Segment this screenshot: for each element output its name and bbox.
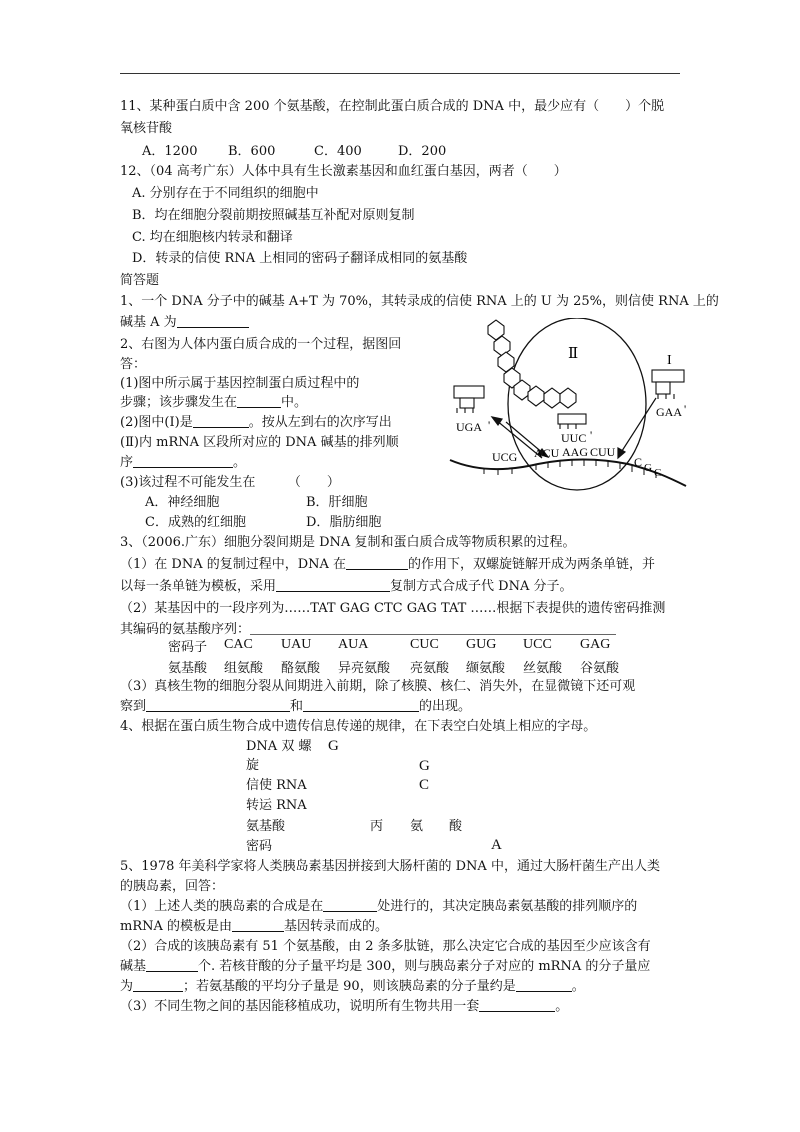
- s5-p3: [120, 998, 568, 1016]
- s5-p2-line2: [120, 958, 650, 976]
- s2-option-d: D．脂肪细胞: [306, 515, 382, 530]
- gaa-prime: ': [684, 402, 687, 416]
- s4-trna-label: 转运 RNA: [246, 798, 307, 813]
- uga-prime: ': [488, 418, 491, 432]
- s3-p1-tail: 的作用下，双螺旋链解开成为两条单链，并: [408, 557, 656, 572]
- base-c1: C: [634, 455, 643, 469]
- section-title: 简答题: [120, 273, 160, 288]
- label-II: Ⅱ: [568, 346, 579, 362]
- s2-l6: (Ⅱ)内 mRNA 区段所对应的 DNA 碱基的排列顺: [120, 435, 399, 450]
- codon-7: GAG: [580, 637, 611, 652]
- aa-5: 缬氨酸: [466, 660, 506, 676]
- s5-p2e-text: ；若氨基酸的平均分子量是 90，则该胰岛素的分子量约是: [183, 979, 516, 994]
- q11-option-b: B．600: [228, 144, 276, 159]
- s5-protein-weight-blank[interactable]: [516, 978, 572, 992]
- s2-l7-tail: 。: [233, 455, 247, 470]
- s2-l5: [120, 414, 392, 432]
- s4-title: 4、根据在蛋白质生物合成中遗传信息传递的规律，在下表空白处填上相应的字母。: [120, 719, 597, 734]
- s2-l2: 答：: [120, 357, 147, 372]
- codon-header: 密码子: [168, 639, 208, 655]
- codon-aag: AAG: [562, 445, 588, 459]
- s2-option-a: A．神经细胞: [145, 495, 220, 510]
- s5-p3-text: （3）不同生物之间的基因能移植成功，说明所有生物共用一套: [120, 999, 480, 1014]
- codon-5: GUG: [466, 637, 497, 652]
- s1-answer-blank[interactable]: [177, 314, 249, 328]
- s3-p2b-text: 其编码的氨基酸序列：: [120, 622, 251, 637]
- aa-4: 亮氨酸: [410, 660, 450, 676]
- header-rule: [120, 73, 680, 74]
- codon-3: AUA: [338, 637, 369, 652]
- aa-2: 酪氨酸: [281, 660, 321, 676]
- s5-site-blank[interactable]: [323, 898, 377, 912]
- s2-l4-tail: 中。: [281, 395, 308, 410]
- s3-aa-sequence-blank[interactable]: [250, 621, 616, 635]
- s5-p2c-text: 个. 若核苷酸的分子量平均是 300，则与胰岛素分子对应的 mRNA 的分子量应: [198, 959, 651, 974]
- s4-a1: A: [491, 837, 502, 853]
- s2-l4: [120, 394, 307, 412]
- s5-code-blank[interactable]: [479, 998, 555, 1012]
- q11-option-d: D．200: [398, 144, 447, 159]
- s1-line2-text: 碱基 A 为: [120, 315, 177, 330]
- s2-sequence-blank[interactable]: [133, 454, 233, 468]
- s3-p3b-text: 察到: [120, 699, 147, 714]
- s4-g2: G: [419, 758, 430, 774]
- s5-p1-line1: [120, 898, 637, 916]
- aa-3: 异亮氨酸: [338, 660, 391, 676]
- s3-p3b-and: 和: [290, 699, 304, 714]
- s4-codon-label: 密码: [246, 839, 273, 854]
- s2-l3: (1)图中所示属于基因控制蛋白质过程中的: [120, 376, 360, 391]
- base-g1: G: [644, 462, 652, 474]
- codon-6: UCC: [523, 637, 552, 652]
- label-uuc: UUC: [561, 431, 587, 445]
- q11-option-a: A．1200: [142, 144, 198, 159]
- s5-p1-tail: 处进行的，其决定胰岛素氨基酸的排列顺序的: [377, 899, 638, 914]
- aa-7: 谷氨酸: [580, 660, 620, 676]
- codon-1: CAC: [224, 637, 253, 652]
- s4-suan: 酸: [449, 819, 463, 834]
- s3-p1d-text: 复制方式合成子代 DNA 分子。: [390, 579, 573, 594]
- q11-stem-line1: 11、某种蛋白质中含 200 个氨基酸，在控制此蛋白质合成的 DNA 中，最少应有（ ）个脱: [120, 99, 665, 114]
- s2-location-blank[interactable]: [237, 394, 281, 408]
- aa-1: 组氨酸: [224, 660, 264, 676]
- s5-p1c-text: mRNA 的模板是由: [120, 919, 233, 934]
- uuc-prime: ': [590, 428, 593, 442]
- s3-p1-line2: [120, 578, 572, 596]
- codon-cuu: CUU: [590, 445, 616, 459]
- codon-row: [168, 634, 630, 656]
- s5-p2-line1: （2）合成的该胰岛素有 51 个氨基酸，由 2 条多肽链，那么决定它合成的基因至少应该含有: [120, 939, 651, 954]
- s4-c1: C: [419, 777, 430, 793]
- label-I: I: [667, 353, 672, 368]
- s4-aa-label: 氨基酸: [246, 819, 286, 834]
- s5-p1d-text: 基因转录而成的。: [284, 919, 389, 934]
- s3-enzyme-blank[interactable]: [346, 556, 408, 570]
- s5-title: 5、1978 年美科学家将人类胰岛素基因拼接到大肠杆菌的 DNA 中，通过大肠杆菌生产出人类: [120, 859, 660, 874]
- s3-replication-blank[interactable]: [276, 578, 390, 592]
- s3-p2: （2）某基因中的一段序列为……TAT GAG CTC GAG TAT ……根据下表提供的遗传密码推测: [120, 601, 666, 616]
- protein-synthesis-figure: [448, 318, 688, 494]
- q12-option-c: C. 均在细胞核内转录和翻译: [132, 230, 293, 245]
- s5-bases-blank[interactable]: [146, 958, 198, 972]
- s2-l5-tail: 。按从左到右的次序写出: [248, 415, 392, 430]
- s1-line2: [120, 314, 249, 332]
- s3-p1c-text: 以每一条单链为模板，采用: [120, 579, 277, 594]
- s2-l1: 2、右图为人体内蛋白质合成的一个过程，据图回: [120, 337, 402, 352]
- codon-4: CUC: [410, 637, 439, 652]
- s5-p1-line2: [120, 918, 388, 936]
- s4-bing: 丙: [370, 819, 384, 834]
- s3-p1-line1: [120, 556, 655, 574]
- s2-l7-text: 序: [120, 455, 134, 470]
- codon-ucg: UCG: [492, 450, 518, 464]
- q12-option-d: D．转录的信使 RNA 上相同的密码子翻译成相同的氨基酸: [132, 251, 468, 266]
- q11-option-c: C．400: [314, 144, 362, 159]
- s4-an: 氨: [410, 819, 424, 834]
- s4-g1: G: [328, 738, 339, 754]
- q12-option-a: A. 分别存在于不同组织的细胞中: [132, 186, 319, 201]
- s2-l8: (3)该过程不可能发生在 （ ）: [120, 475, 340, 490]
- aa-header: 氨基酸: [168, 660, 208, 676]
- s5-gene-blank[interactable]: [232, 918, 284, 932]
- s3-observe-blank-1[interactable]: [146, 698, 290, 712]
- s4-dna-label: DNA 双 螺: [246, 739, 312, 754]
- s4-mrna-label: 信使 RNA: [246, 778, 307, 793]
- polypeptide-chain: [488, 320, 579, 408]
- s5-p2-line3: [120, 978, 585, 996]
- s4-dna-label2: 旋: [246, 758, 260, 773]
- codon-2: UAU: [281, 637, 312, 652]
- amino-acid-row: [168, 656, 630, 676]
- s3-p1-text: （1）在 DNA 的复制过程中，DNA 在: [120, 557, 347, 572]
- trna-middle: [558, 414, 586, 429]
- base-c2: C: [654, 467, 662, 479]
- s5-title2: 的胰岛素，回答：: [120, 879, 225, 894]
- s2-option-b: B．肝细胞: [306, 495, 368, 510]
- s3-title: 3、（2006.广东）细胞分裂间期是 DNA 复制和蛋白质合成等物质积累的过程。: [120, 535, 576, 550]
- s2-option-c: C．成熟的红细胞: [145, 515, 246, 530]
- aa-6: 丝氨酸: [523, 660, 563, 676]
- s2-l4-text: 步骤；该步骤发生在: [120, 395, 238, 410]
- q12-stem: 12、（04 高考广东）人体中具有生长激素基因和血红蛋白基因，两者（ ）: [120, 164, 567, 179]
- label-gaa: GAA: [656, 405, 682, 419]
- label-uga: UGA: [456, 420, 482, 434]
- q12-option-b: B．均在细胞分裂前期按照碱基互补配对原则复制: [132, 208, 415, 223]
- s2-label-I-blank[interactable]: [193, 414, 249, 428]
- s5-p2f-text: 。: [571, 979, 585, 994]
- s3-p3b-tail: 的出现。: [419, 699, 472, 714]
- s3-p3b: [120, 698, 471, 716]
- s2-l7: [120, 454, 246, 472]
- trna-right: [652, 370, 684, 399]
- s5-mrna-weight-blank[interactable]: [133, 978, 183, 992]
- s3-p3: （3）真核生物的细胞分裂从间期进入前期，除了核膜、核仁、消失外，在显微镜下还可观: [120, 679, 636, 694]
- trna-left: [454, 386, 484, 413]
- s5-p1-text: （1）上述人类的胰岛素的合成是在: [120, 899, 324, 914]
- codon-acu: ACU: [534, 446, 560, 460]
- s1-line1: 1、一个 DNA 分子中的碱基 A+T 为 70%，其转录成的信使 RNA 上的 U 为 25%，则信使 RNA 上的: [120, 294, 719, 309]
- q11-stem-line2: 氧核苷酸: [120, 121, 173, 136]
- s2-l5-text: (2)图中(Ⅰ)是: [120, 415, 193, 430]
- s5-p2d-text: 为: [120, 979, 134, 994]
- s3-observe-blank-2[interactable]: [303, 698, 419, 712]
- s5-p2b-text: 碱基: [120, 959, 147, 974]
- s5-p3-tail: 。: [555, 999, 569, 1014]
